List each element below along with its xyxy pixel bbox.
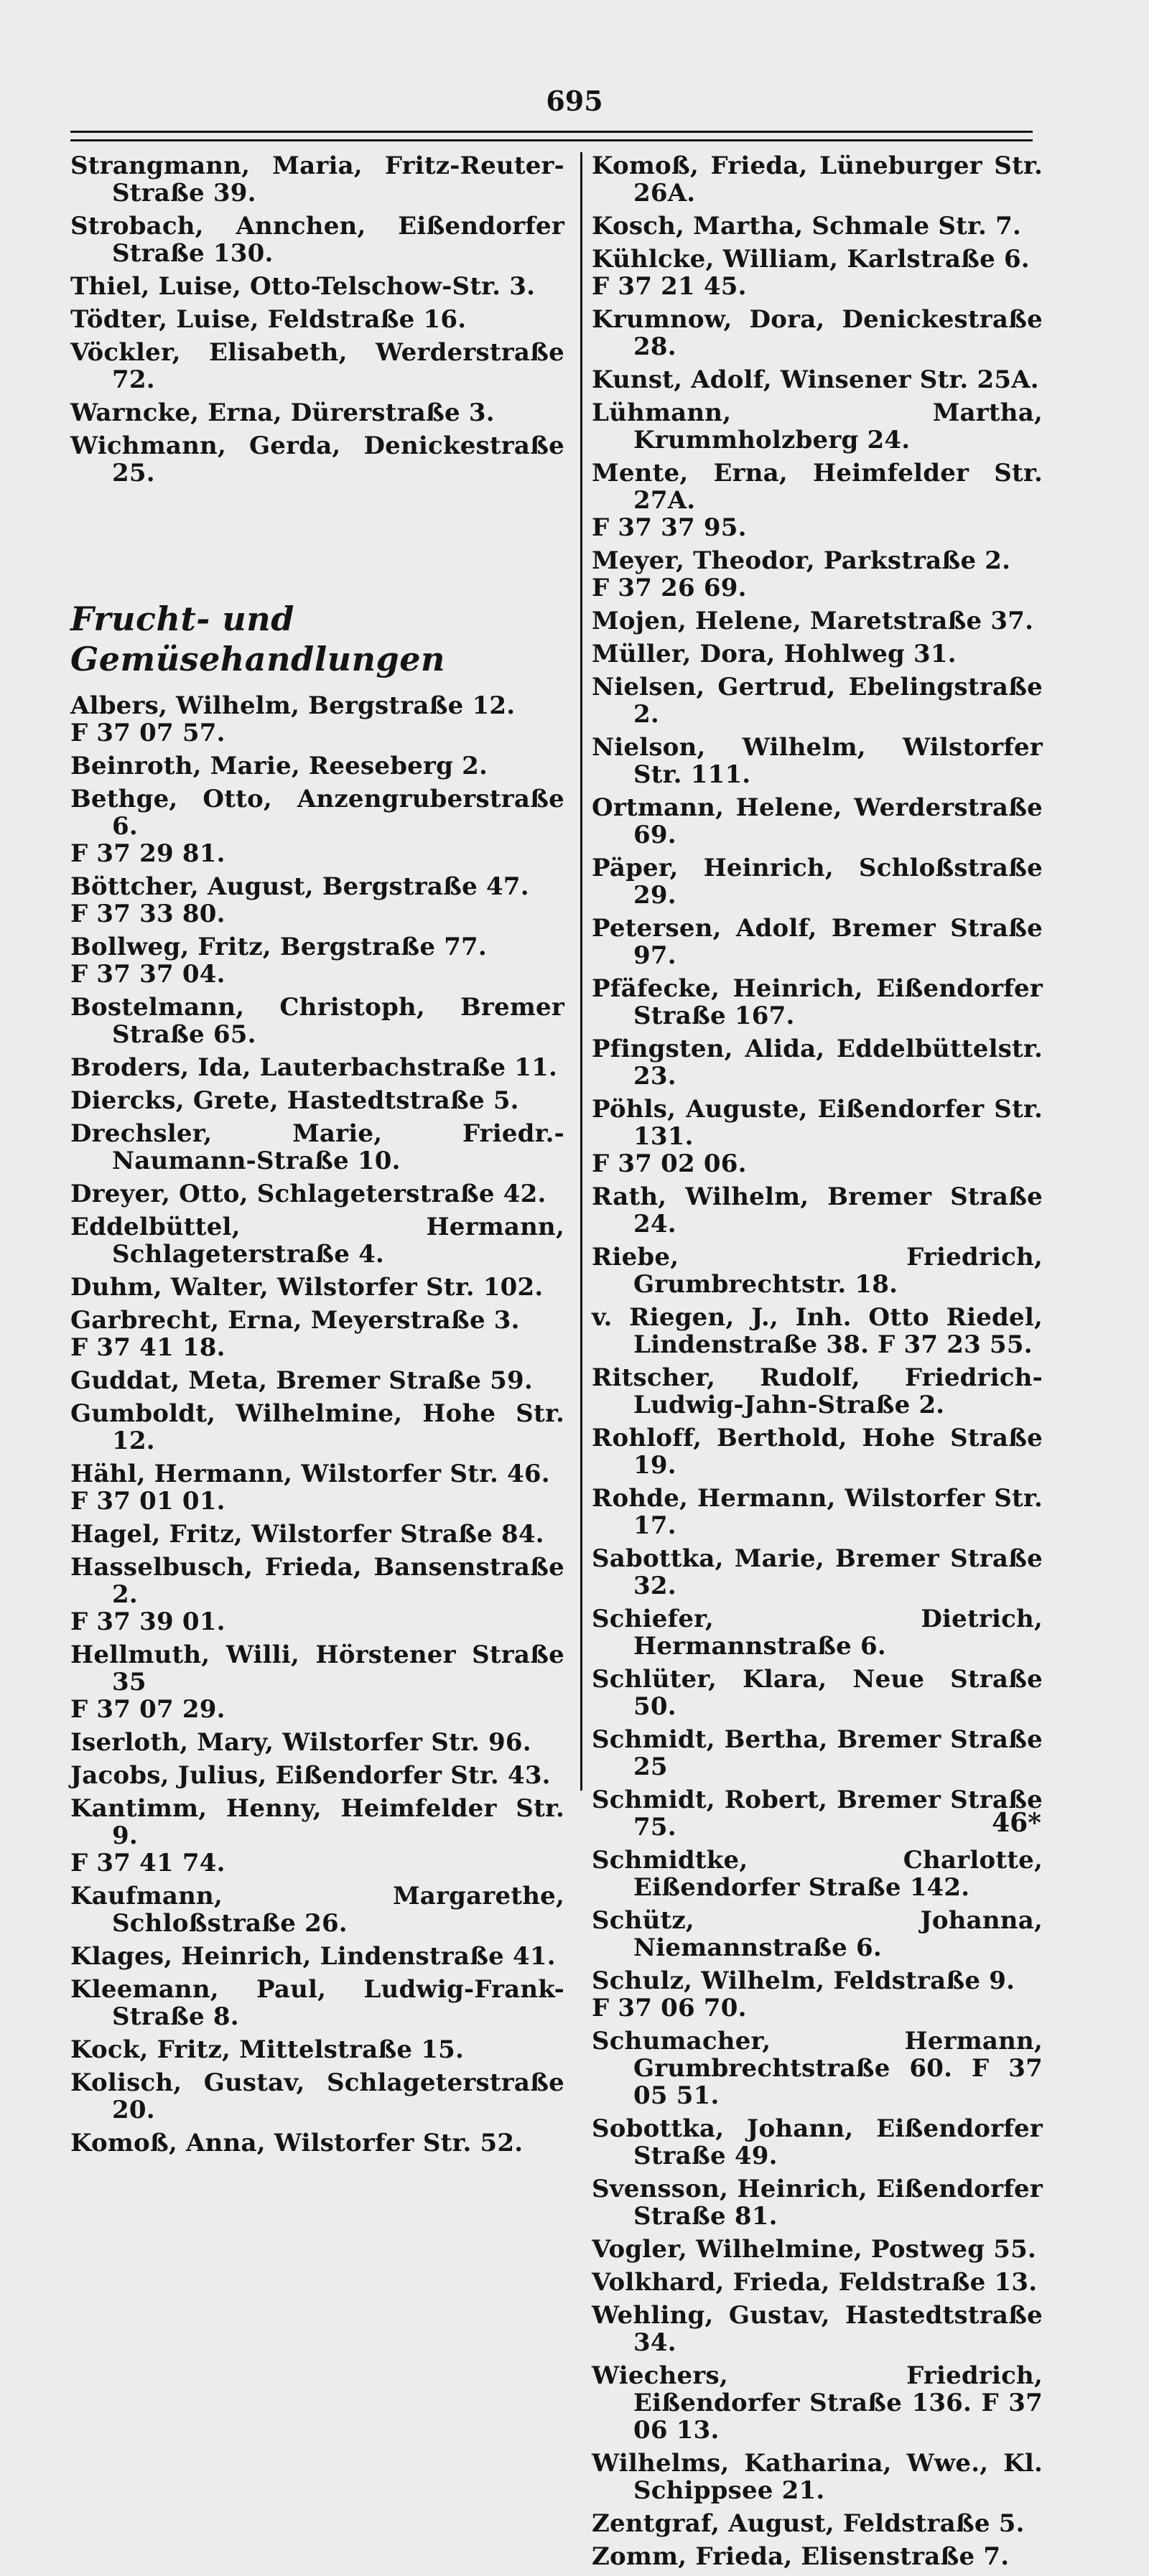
entry-text: Sabottka, Marie, Bremer Straße 32. <box>592 1544 1043 1600</box>
directory-entry <box>70 339 564 393</box>
directory-entry <box>592 673 1043 728</box>
entry-phone: F 37 01 01. <box>70 1487 225 1516</box>
directory-entry <box>70 2036 564 2063</box>
directory-entry <box>70 752 564 780</box>
entry-text: Kaufmann, Margarethe, Schloßstraße 26. <box>70 1882 564 1938</box>
entry-text: Komoß, Frieda, Lüneburger Str. 26A. <box>592 151 1043 207</box>
directory-entry <box>70 933 564 988</box>
directory-entry <box>592 1605 1043 1660</box>
entry-text: Warncke, Erna, Dürerstraße 3. <box>70 398 495 427</box>
directory-entry <box>592 2175 1043 2230</box>
directory-entry <box>592 854 1043 909</box>
directory-entry <box>592 213 1043 240</box>
directory-entry <box>592 547 1043 602</box>
directory-entry <box>592 1364 1043 1419</box>
entry-text: Albers, Wilhelm, Bergstraße 12. <box>70 691 516 720</box>
entry-text: Krumnow, Dora, Denickestraße 28. <box>592 305 1043 361</box>
entry-phone: F 37 07 57. <box>70 719 225 747</box>
entry-phone: F 37 33 80. <box>70 900 225 928</box>
entry-text: Strobach, Annchen, Eißendorfer Straße 130. <box>70 212 564 268</box>
entry-text: Dreyer, Otto, Schlageterstraße 42. <box>70 1180 546 1208</box>
directory-entry <box>592 2236 1043 2263</box>
entry-text: Hellmuth, Willi, Hörstener Straße 35 <box>70 1641 564 1697</box>
directory-entry <box>592 2510 1043 2537</box>
directory-entry <box>592 1183 1043 1238</box>
entry-text: Drechsler, Marie, Friedr.-Naumann-Straße 10. <box>70 1119 564 1175</box>
directory-entry <box>70 1054 564 1081</box>
entry-text: Mojen, Helene, Maretstraße 37. <box>592 607 1034 635</box>
directory-entry <box>592 1304 1043 1358</box>
entry-text: Vöckler, Elisabeth, Werderstraße 72. <box>70 338 564 394</box>
entry-text: Päper, Heinrich, Schloßstraße 29. <box>592 854 1043 910</box>
entry-text: Beinroth, Marie, Reeseberg 2. <box>70 752 488 780</box>
entry-text: Zomm, Frieda, Elisenstraße 7. <box>592 2542 1010 2571</box>
entry-text: Mente, Erna, Heimfelder Str. 27A. <box>592 459 1043 515</box>
directory-entry <box>70 306 564 333</box>
section-heading: Frucht- und Gemüsehandlungen <box>70 599 445 678</box>
directory-entry <box>592 1786 1043 1841</box>
directory-entry <box>592 246 1043 300</box>
directory-entry <box>70 994 564 1048</box>
entry-text: Eddelbüttel, Hermann, Schlageterstraße 4. <box>70 1213 564 1269</box>
entry-text: Hähl, Hermann, Wilstorfer Str. 46. <box>70 1460 550 1488</box>
directory-entry <box>70 1274 564 1301</box>
entry-text: Rohde, Hermann, Wilstorfer Str. 17. <box>592 1484 1043 1540</box>
right-column <box>592 152 1043 2576</box>
header-rule <box>70 131 1033 133</box>
directory-entry <box>70 1641 564 1723</box>
entry-text: Diercks, Grete, Hastedtstraße 5. <box>70 1086 519 1115</box>
entry-text: v. Riegen, J., Inh. Otto Riedel, Lindenstraße 38. F 37 23 55. <box>592 1303 1043 1359</box>
left-entries-top <box>70 152 564 487</box>
entry-text: Broders, Ida, Lauterbachstraße 11. <box>70 1053 558 1082</box>
entry-text: Pfäfecke, Heinrich, Eißendorfer Straße 167. <box>592 974 1043 1030</box>
entry-text: Wehling, Gustav, Hastedtstraße 34. <box>592 2301 1043 2357</box>
entry-phone: F 37 41 18. <box>70 1333 225 1362</box>
entry-text: Pöhls, Auguste, Eißendorfer Str. 131. <box>592 1095 1043 1151</box>
entry-text: Garbrecht, Erna, Meyerstraße 3. <box>70 1306 520 1335</box>
entry-text: Kosch, Martha, Schmale Str. 7. <box>592 212 1022 241</box>
entry-text: Riebe, Friedrich, Grumbrechtstr. 18. <box>592 1243 1043 1299</box>
directory-entry <box>70 1554 564 1635</box>
entry-text: Kantimm, Henny, Heimfelder Str. 9. <box>70 1794 564 1850</box>
entry-text: Schmidt, Bertha, Bremer Straße 25 <box>592 1725 1043 1781</box>
entry-text: Volkhard, Frieda, Feldstraße 13. <box>592 2268 1038 2297</box>
directory-entry <box>70 1213 564 1268</box>
entry-text: Schiefer, Dietrich, Hermannstraße 6. <box>592 1605 1043 1661</box>
entry-phone: F 37 37 04. <box>70 960 225 989</box>
directory-entry <box>592 975 1043 1030</box>
directory-entry <box>592 1726 1043 1781</box>
page-number: 695 <box>546 85 603 117</box>
entry-text: Schlüter, Klara, Neue Straße 50. <box>592 1665 1043 1721</box>
entry-text: Thiel, Luise, Otto-Telschow-Str. 3. <box>70 272 536 301</box>
directory-entry <box>70 1400 564 1455</box>
directory-entry <box>70 213 564 267</box>
directory-entry <box>592 2269 1043 2296</box>
right-entries <box>592 152 1043 2570</box>
directory-entry <box>592 399 1043 454</box>
directory-entry <box>70 1943 564 1970</box>
entry-text: Komoß, Anna, Wilstorfer Str. 52. <box>70 2129 524 2157</box>
entry-text: Gumboldt, Wilhelmine, Hohe Str. 12. <box>70 1399 564 1455</box>
entry-text: Guddat, Meta, Bremer Straße 59. <box>70 1366 533 1395</box>
directory-entry <box>70 399 564 426</box>
directory-entry <box>592 1666 1043 1720</box>
directory-entry <box>70 273 564 300</box>
entry-phone: F 37 21 45. <box>592 272 747 301</box>
entry-phone: F 37 07 29. <box>70 1695 225 1724</box>
entry-text: Pfingsten, Alida, Eddelbüttelstr. 23. <box>592 1035 1043 1091</box>
directory-entry <box>592 734 1043 788</box>
directory-entry <box>70 1882 564 1937</box>
directory-entry <box>70 2069 564 2124</box>
directory-entry <box>70 1307 564 1361</box>
directory-entry <box>592 1967 1043 2022</box>
entry-text: Svensson, Heinrich, Eißendorfer Straße 81. <box>592 2175 1043 2231</box>
directory-entry <box>592 1243 1043 1298</box>
directory-entry <box>592 1847 1043 1901</box>
entry-text: Strangmann, Maria, Fritz-Reuter-Straße 39. <box>70 151 564 207</box>
entry-text: Kühlcke, William, Karlstraße 6. <box>592 245 1030 274</box>
entry-text: Sobottka, Johann, Eißendorfer Straße 49. <box>592 2114 1043 2170</box>
directory-entry <box>70 1795 564 1877</box>
directory-entry <box>592 1096 1043 1177</box>
entry-text: Böttcher, August, Bergstraße 47. <box>70 872 529 901</box>
directory-entry <box>592 1545 1043 1600</box>
directory-entry <box>70 432 564 487</box>
directory-entry <box>70 873 564 928</box>
entry-text: Vogler, Wilhelmine, Postweg 55. <box>592 2235 1037 2264</box>
entry-text: Ortmann, Helene, Werderstraße 69. <box>592 793 1043 849</box>
signature-mark: 46* <box>992 1808 1041 1838</box>
entry-text: Rohloff, Berthold, Hohe Straße 19. <box>592 1424 1043 1480</box>
directory-entry <box>70 1460 564 1515</box>
entry-text: Jacobs, Julius, Eißendorfer Str. 43. <box>70 1761 551 1790</box>
entry-text: Wichmann, Gerda, Denickestraße 25. <box>70 431 564 487</box>
entry-text: Ritscher, Rudolf, Friedrich-Ludwig-Jahn-Straße 2. <box>592 1363 1043 1419</box>
entry-text: Kock, Fritz, Mittelstraße 15. <box>70 2035 465 2064</box>
directory-entry <box>70 1087 564 1114</box>
entry-phone: F 37 02 06. <box>592 1149 747 1178</box>
directory-entry <box>70 692 564 747</box>
entry-text: Hasselbusch, Frieda, Bansenstraße 2. <box>70 1553 564 1609</box>
directory-entry <box>70 785 564 867</box>
entry-text: Schmidtke, Charlotte, Eißendorfer Straße 142. <box>592 1846 1043 1902</box>
directory-entry <box>592 2027 1043 2109</box>
entry-text: Tödter, Luise, Feldstraße 16. <box>70 305 467 334</box>
directory-entry <box>592 366 1043 393</box>
entry-text: Wiechers, Friedrich, Eißendorfer Straße 136. F 37 06 13. <box>592 2361 1043 2445</box>
entry-text: Kolisch, Gustav, Schlageterstraße 20. <box>70 2068 564 2124</box>
left-column <box>70 152 564 2162</box>
directory-entry <box>592 459 1043 541</box>
directory-entry <box>592 794 1043 849</box>
header-rule <box>70 139 1033 141</box>
directory-entry <box>592 306 1043 360</box>
directory-entry <box>70 1729 564 1756</box>
entry-text: Nielson, Wilhelm, Wilstorfer Str. 111. <box>592 733 1043 789</box>
directory-entry <box>592 640 1043 668</box>
entry-text: Duhm, Walter, Wilstorfer Str. 102. <box>70 1273 544 1302</box>
directory-entry <box>592 152 1043 207</box>
directory-entry <box>592 2362 1043 2444</box>
entry-phone: F 37 37 95. <box>592 513 747 542</box>
entry-text: Müller, Dora, Hohlweg 31. <box>592 640 957 668</box>
entry-text: Schütz, Johanna, Niemannstraße 6. <box>592 1906 1043 1962</box>
entry-text: Bethge, Otto, Anzengruberstraße 6. <box>70 785 564 841</box>
entry-text: Wilhelms, Katharina, Wwe., Kl. Schippsee 21. <box>592 2449 1043 2505</box>
entry-phone: F 37 39 01. <box>70 1607 225 1636</box>
directory-entry <box>592 1907 1043 1961</box>
entry-text: Kleemann, Paul, Ludwig-Frank-Straße 8. <box>70 1975 564 2031</box>
entry-phone: F 37 29 81. <box>70 839 225 868</box>
directory-entry <box>592 2543 1043 2570</box>
left-entries <box>70 692 564 2157</box>
directory-entry <box>70 1367 564 1394</box>
directory-entry <box>592 607 1043 635</box>
directory-entry <box>592 2302 1043 2356</box>
entry-phone: F 37 41 74. <box>70 1849 225 1877</box>
entry-text: Schmidt, Robert, Bremer Straße 75. <box>592 1786 1043 1842</box>
directory-entry <box>592 1485 1043 1539</box>
column-divider <box>580 152 582 1791</box>
directory-entry <box>592 1424 1043 1479</box>
directory-entry <box>70 1976 564 2030</box>
entry-text: Petersen, Adolf, Bremer Straße 97. <box>592 914 1043 970</box>
entry-text: Zentgraf, August, Feldstraße 5. <box>592 2509 1025 2538</box>
directory-entry <box>70 2129 564 2157</box>
entry-text: Schulz, Wilhelm, Feldstraße 9. <box>592 1966 1015 1995</box>
directory-entry <box>70 1120 564 1175</box>
directory-entry <box>70 1762 564 1789</box>
entry-phone: F 37 06 70. <box>592 1994 747 2022</box>
entry-text: Schumacher, Hermann, Grumbrechtstraße 60. F 37 05 51. <box>592 2027 1043 2110</box>
entry-text: Hagel, Fritz, Wilstorfer Straße 84. <box>70 1520 544 1549</box>
entry-phone: F 37 26 69. <box>592 574 747 602</box>
directory-entry <box>70 1180 564 1208</box>
entry-text: Nielsen, Gertrud, Ebelingstraße 2. <box>592 673 1043 729</box>
directory-entry <box>592 1035 1043 1090</box>
entry-text: Bostelmann, Christoph, Bremer Straße 65. <box>70 993 564 1049</box>
entry-text: Iserloth, Mary, Wilstorfer Str. 96. <box>70 1728 531 1757</box>
entry-text: Klages, Heinrich, Lindenstraße 41. <box>70 1942 556 1971</box>
directory-entry <box>592 915 1043 969</box>
entry-text: Meyer, Theodor, Parkstraße 2. <box>592 546 1011 575</box>
directory-entry <box>592 2450 1043 2504</box>
directory-entry <box>70 1521 564 1548</box>
directory-entry <box>592 2115 1043 2170</box>
entry-text: Bollweg, Fritz, Bergstraße 77. <box>70 933 487 961</box>
entry-text: Rath, Wilhelm, Bremer Straße 24. <box>592 1182 1043 1238</box>
entry-text: Lühmann, Martha, Krummholzberg 24. <box>592 398 1043 454</box>
directory-entry <box>70 152 564 207</box>
entry-text: Kunst, Adolf, Winsener Str. 25A. <box>592 365 1039 394</box>
